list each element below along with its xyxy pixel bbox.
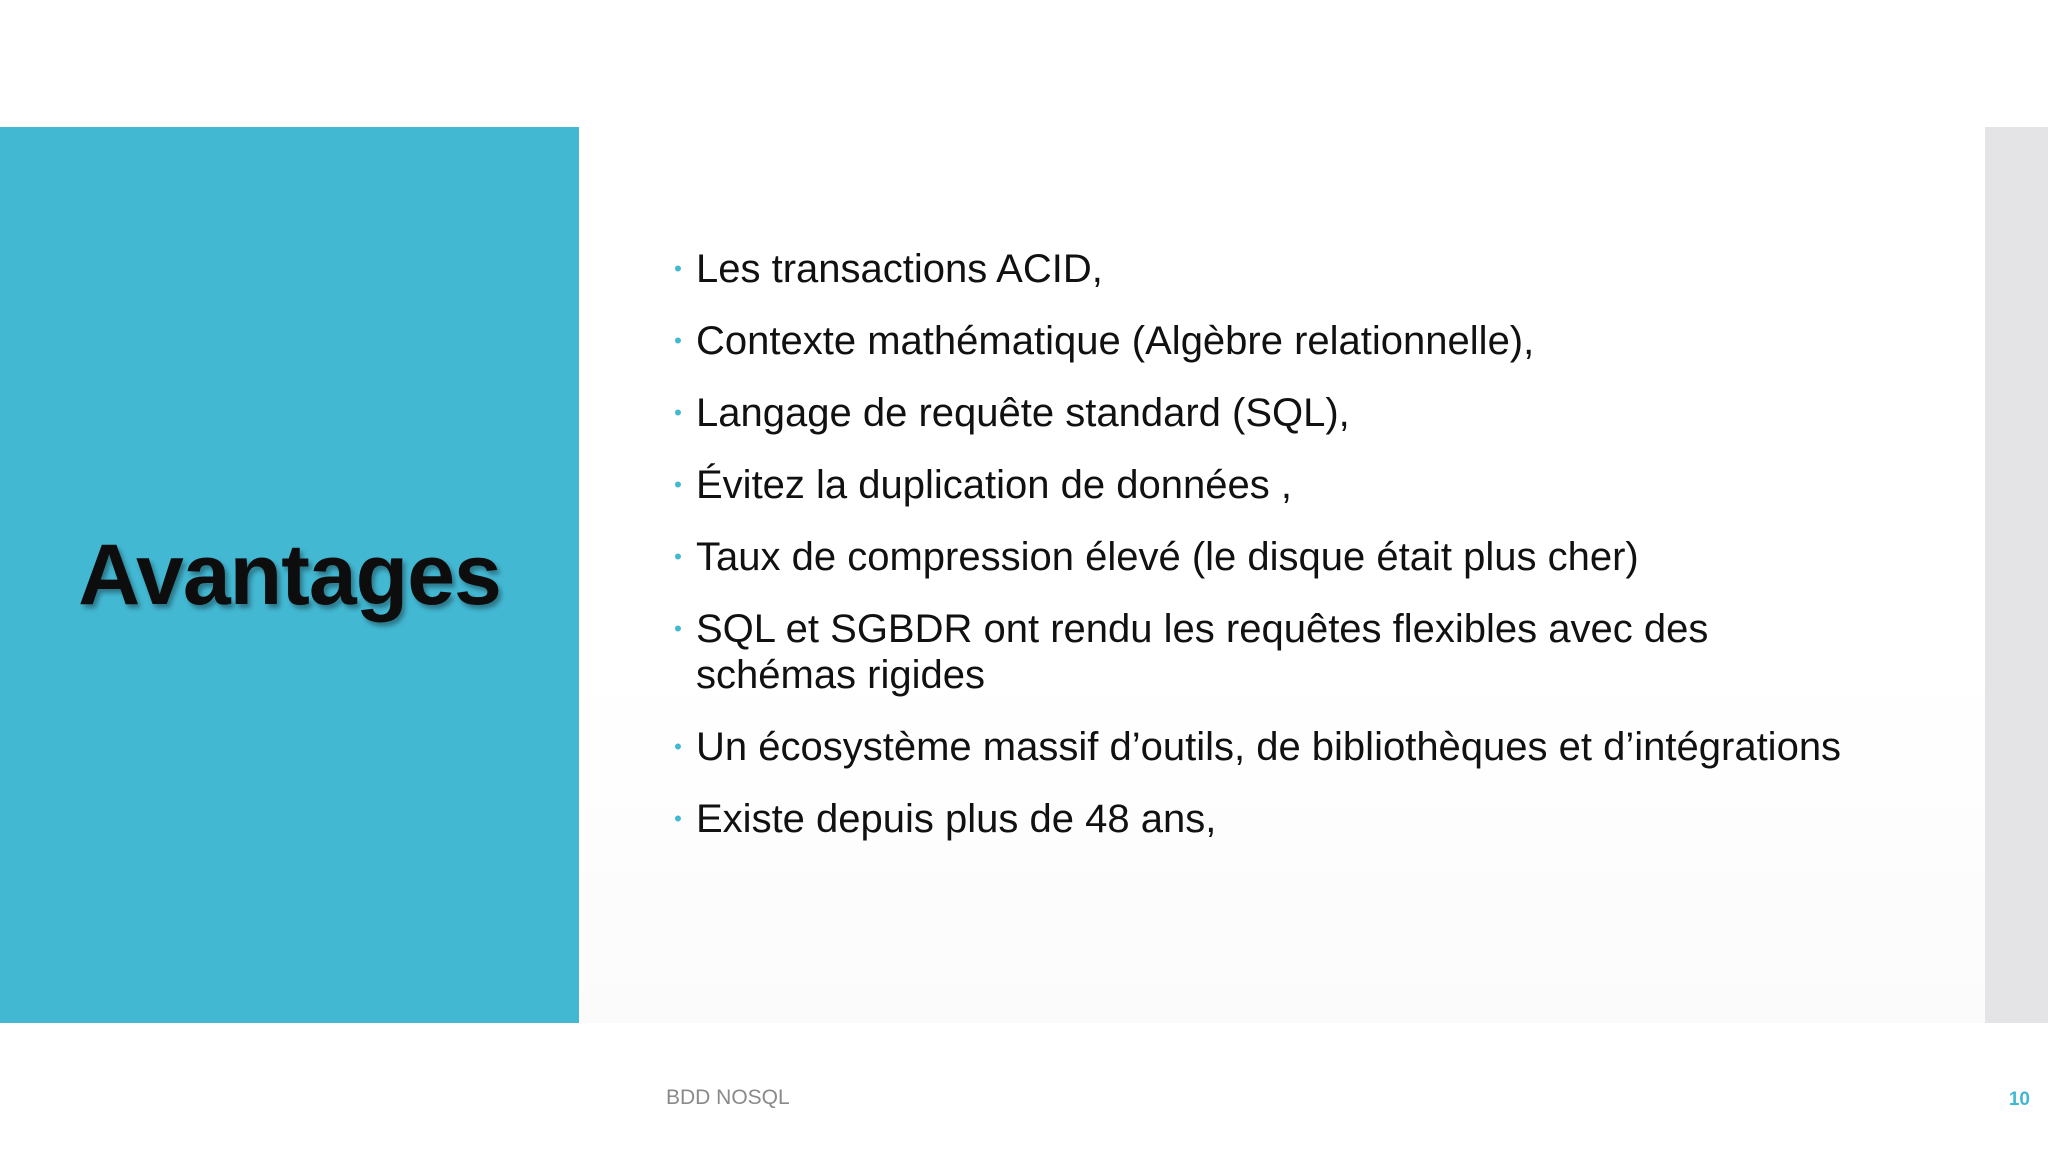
bullet-list (660, 246, 1860, 868)
bullet-text: Contexte mathématique (Algèbre relationnelle), (696, 319, 1535, 363)
bullet-text: Taux de compression élevé (le disque était plus cher) (696, 535, 1639, 579)
bullet-icon: • (674, 328, 682, 353)
bullet-icon: • (674, 472, 682, 497)
slide-title: Avantages (78, 526, 501, 623)
page-number: 10 (2008, 1089, 2030, 1110)
bullet-item (660, 534, 1860, 580)
bullet-item (660, 462, 1860, 508)
bullet-text: Langage de requête standard (SQL), (696, 391, 1350, 435)
bullet-text: Un écosystème massif d’outils, de bibliothèques et d’intégrations (696, 725, 1842, 769)
bullet-item (660, 246, 1860, 292)
right-side-bar (1985, 127, 2048, 1023)
bullet-icon: • (674, 400, 682, 425)
bullet-icon: • (674, 806, 682, 831)
bullet-item (660, 318, 1860, 364)
bullet-text: SQL et SGBDR ont rendu les requêtes flexibles avec des schémas rigides (696, 607, 1709, 697)
bullet-text: Évitez la duplication de données , (696, 463, 1292, 507)
bullet-item (660, 724, 1860, 770)
bullet-text: Les transactions ACID, (696, 247, 1103, 291)
bullet-text: Existe depuis plus de 48 ans, (696, 797, 1217, 841)
bullet-item (660, 796, 1860, 842)
footer-text: BDD NOSQL (666, 1086, 790, 1109)
bullet-icon: • (674, 256, 682, 281)
bullet-item (660, 606, 1860, 698)
bullet-item (660, 390, 1860, 436)
bullet-icon: • (674, 734, 682, 759)
bullet-icon: • (674, 544, 682, 569)
bullet-icon: • (674, 616, 682, 641)
